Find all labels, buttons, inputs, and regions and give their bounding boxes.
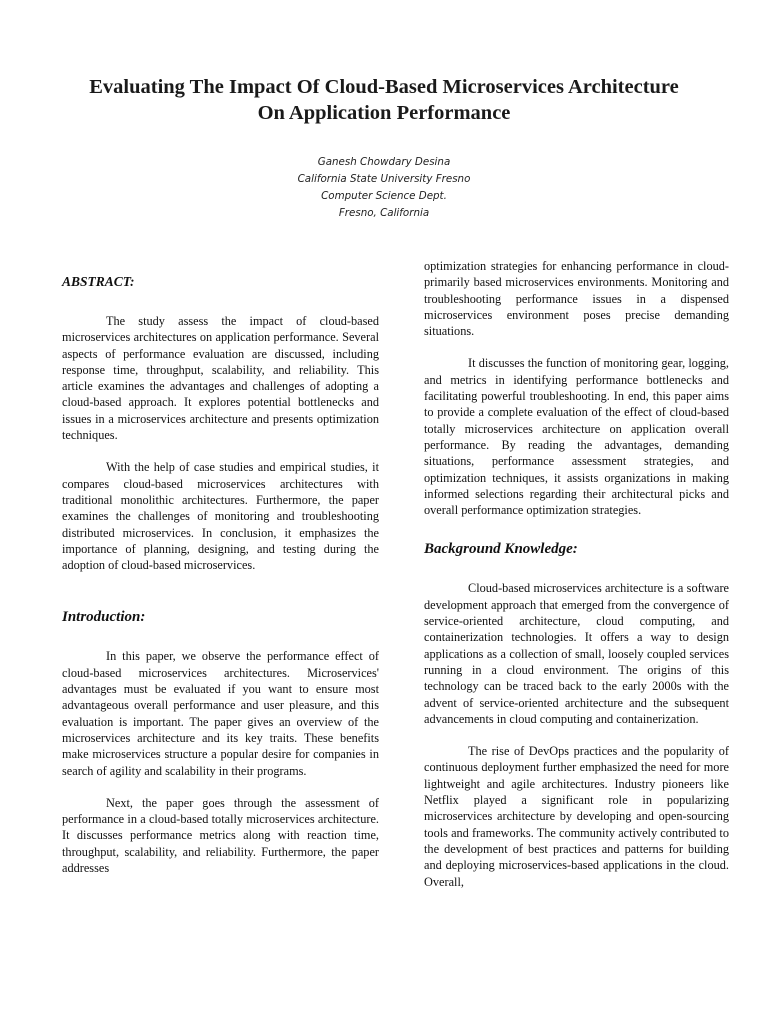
- author-affiliation: California State University Fresno: [297, 173, 471, 185]
- title-line-2: On Application Performance: [257, 102, 511, 124]
- abstract-paragraph-2: With the help of case studies and empirical studies, it compares cloud-based microservices architectures with traditional monolithic architectures. Furthermore, the paper examines the challenges of monitoring and troubleshooting distributed microservices. In conclusion, it emphasizes the importance of planning, designing, and testing during the adoption of cloud-based microservices.: [62, 460, 379, 573]
- author-location: Fresno, California: [338, 207, 430, 219]
- right-paragraph-2: It discusses the function of monitoring gear, logging, and metrics in identifying performance bottlenecks and facilitating powerful troubleshooting. In end, this paper aims to provide a complete evaluation of the effect of cloud-based totally microservices architecture on application overall performance. By reading the advantages, demanding situations, performance assessment strategies, and optimization techniques, it assists organizations in making informed selections regarding their architectural picks and overall performance optimization strategies.: [424, 356, 729, 518]
- author-block: [184, 154, 584, 222]
- abstract-heading: ABSTRACT:: [62, 274, 135, 289]
- author-name: Ganesh Chowdary Desina: [317, 156, 451, 168]
- background-heading: Background Knowledge:: [424, 541, 578, 558]
- author-department: Computer Science Dept.: [321, 190, 447, 202]
- background-paragraph-1: Cloud-based microservices architecture is a software development approach that emerged from the convergence of service-oriented architecture, cloud computing, and containerization technologies. It offers a way to design applications as a collection of small, loosely coupled services running in a cloud environment. The origins of this technology can be traced back to the early 2000s with the advent of service-oriented architecture and the subsequent advancements in cloud computing and containerization.: [424, 581, 729, 726]
- introduction-paragraph-1: In this paper, we observe the performance effect of cloud-based microservices architectures. Microservices' advantages must be evaluated if you want to ensure most advantageous overall performance and user pleasure, and this evaluation is important. The paper gives an overview of the microservices architecture and its key traits. These benefits make microservices structure a popular desire for companies in search of agility and scalability in their programs.: [62, 649, 379, 778]
- abstract-paragraph-1: The study assess the impact of cloud-based microservices architectures on application performance. Several aspects of performance evaluation are discussed, including response time, throughput, scalability, and reliability. This article examines the advantages and challenges of adopting a cloud-based approach. It explores potential bottlenecks and issues in a microservices architecture and presents optimization techniques.: [62, 314, 379, 443]
- left-column: [62, 272, 379, 876]
- background-paragraph-2: The rise of DevOps practices and the popularity of continuous deployment further emphasized the need for more lightweight and agile architectures. Industry pioneers like Netflix played a significant role in popularizing microservices architecture by developing and open-sourcing tools and frameworks. The community actively contributed to the development of best practices and patterns for building and deploying microservices-based applications in the cloud. Overall,: [424, 744, 729, 889]
- introduction-heading: Introduction:: [62, 609, 146, 626]
- introduction-paragraph-2: Next, the paper goes through the assessment of performance in a cloud-based totally microservices architecture. It discusses performance metrics along with reaction time, throughput, scalability, and reliability. Furthermore, the paper addresses: [62, 795, 379, 876]
- right-column: [424, 258, 729, 890]
- right-paragraph-1: optimization strategies for enhancing performance in cloud-primarily based microservices environments. Monitoring and troubleshooting performance issues in a dispensed microservices environment poses precise demanding situations.: [424, 259, 729, 339]
- paper-title: [40, 74, 728, 126]
- title-line-1: Evaluating The Impact Of Cloud-Based Microservices Architecture: [89, 76, 679, 98]
